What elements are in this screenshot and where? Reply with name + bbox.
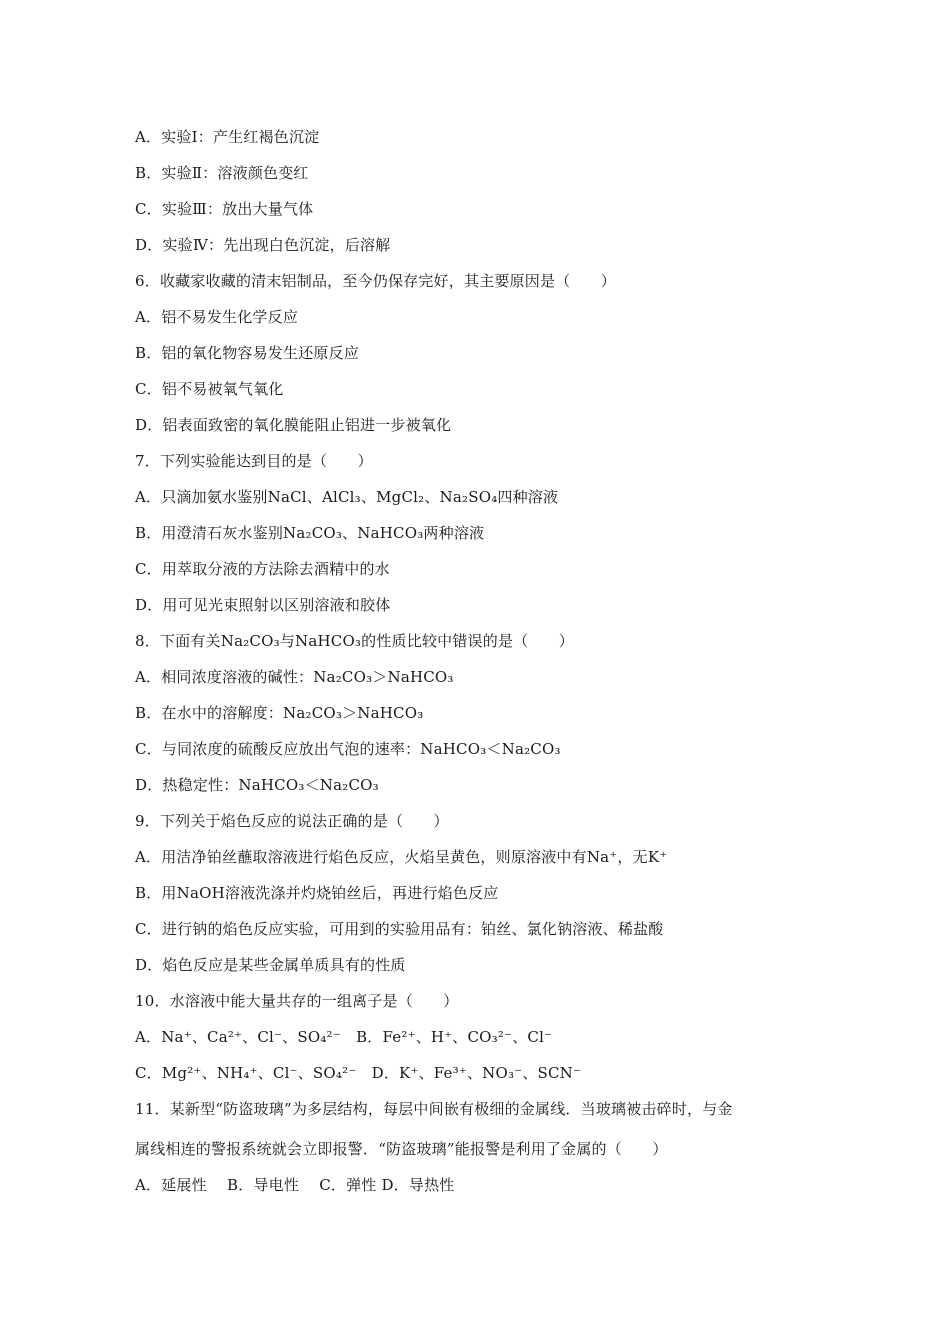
option-11: A．延展性 B．导电性 C．弹性 D．导热性 [135,1176,455,1194]
option-8b: B．在水中的溶解度：Na₂CO₃＞NaHCO₃ [135,704,424,722]
option-9a: A．用洁净铂丝蘸取溶液进行焰色反应，火焰呈黄色，则原溶液中有Na⁺，无K⁺ [135,848,668,866]
question-6: 6．收藏家收藏的清末铝制品，至今仍保存完好，其主要原因是（ ） [135,272,616,290]
option-6c: C．铝不易被氧气氧化 [135,380,284,398]
question-11-line1: 11．某新型“防盗玻璃”为多层结构，每层中间嵌有极细的金属线．当玻璃被击碎时，与金 [135,1100,733,1118]
option-7b: B．用澄清石灰水鉴别Na₂CO₃、NaHCO₃两种溶液 [135,524,485,542]
question-8: 8．下面有关Na₂CO₃与NaHCO₃的性质比较中错误的是（ ） [135,632,574,650]
option-8c: C．与同浓度的硫酸反应放出气泡的速率：NaHCO₃＜Na₂CO₃ [135,740,561,758]
option-5a: A．实验Ⅰ：产生红褐色沉淀 [135,128,320,146]
option-6b: B．铝的氧化物容易发生还原反应 [135,344,360,362]
option-5c: C．实验Ⅲ：放出大量气体 [135,200,314,218]
option-5b: B．实验Ⅱ：溶液颜色变红 [135,164,309,182]
option-10cd: C．Mg²⁺、NH₄⁺、Cl⁻、SO₄²⁻ D．K⁺、Fe³⁺、NO₃⁻、SCN⁻ [135,1064,582,1082]
option-6d: D．铝表面致密的氧化膜能阻止铝进一步被氧化 [135,416,452,434]
option-9c: C．进行钠的焰色反应实验，可用到的实验用品有：铂丝、氯化钠溶液、稀盐酸 [135,920,664,938]
option-8a: A．相同浓度溶液的碱性：Na₂CO₃＞NaHCO₃ [135,668,454,686]
option-9d: D．焰色反应是某些金属单质具有的性质 [135,956,406,974]
question-10: 10．水溶液中能大量共存的一组离子是（ ） [135,992,459,1010]
question-7: 7．下列实验能达到目的是（ ） [135,452,373,470]
question-9: 9．下列关于焰色反应的说法正确的是（ ） [135,812,449,830]
option-6a: A．铝不易发生化学反应 [135,308,299,326]
option-7a: A．只滴加氨水鉴别NaCl、AlCl₃、MgCl₂、Na₂SO₄四种溶液 [135,488,559,506]
option-7d: D．用可见光束照射以区别溶液和胶体 [135,596,391,614]
option-7c: C．用萃取分液的方法除去酒精中的水 [135,560,390,578]
question-11-line2: 属线相连的警报系统就会立即报警．“防盗玻璃”能报警是利用了金属的（ ） [135,1140,668,1158]
option-8d: D．热稳定性：NaHCO₃＜Na₂CO₃ [135,776,379,794]
option-10ab: A．Na⁺、Ca²⁺、Cl⁻、SO₄²⁻ B．Fe²⁺、H⁺、CO₃²⁻、Cl⁻ [135,1028,553,1046]
option-5d: D．实验Ⅳ：先出现白色沉淀，后溶解 [135,236,391,254]
option-9b: B．用NaOH溶液洗涤并灼烧铂丝后，再进行焰色反应 [135,884,499,902]
